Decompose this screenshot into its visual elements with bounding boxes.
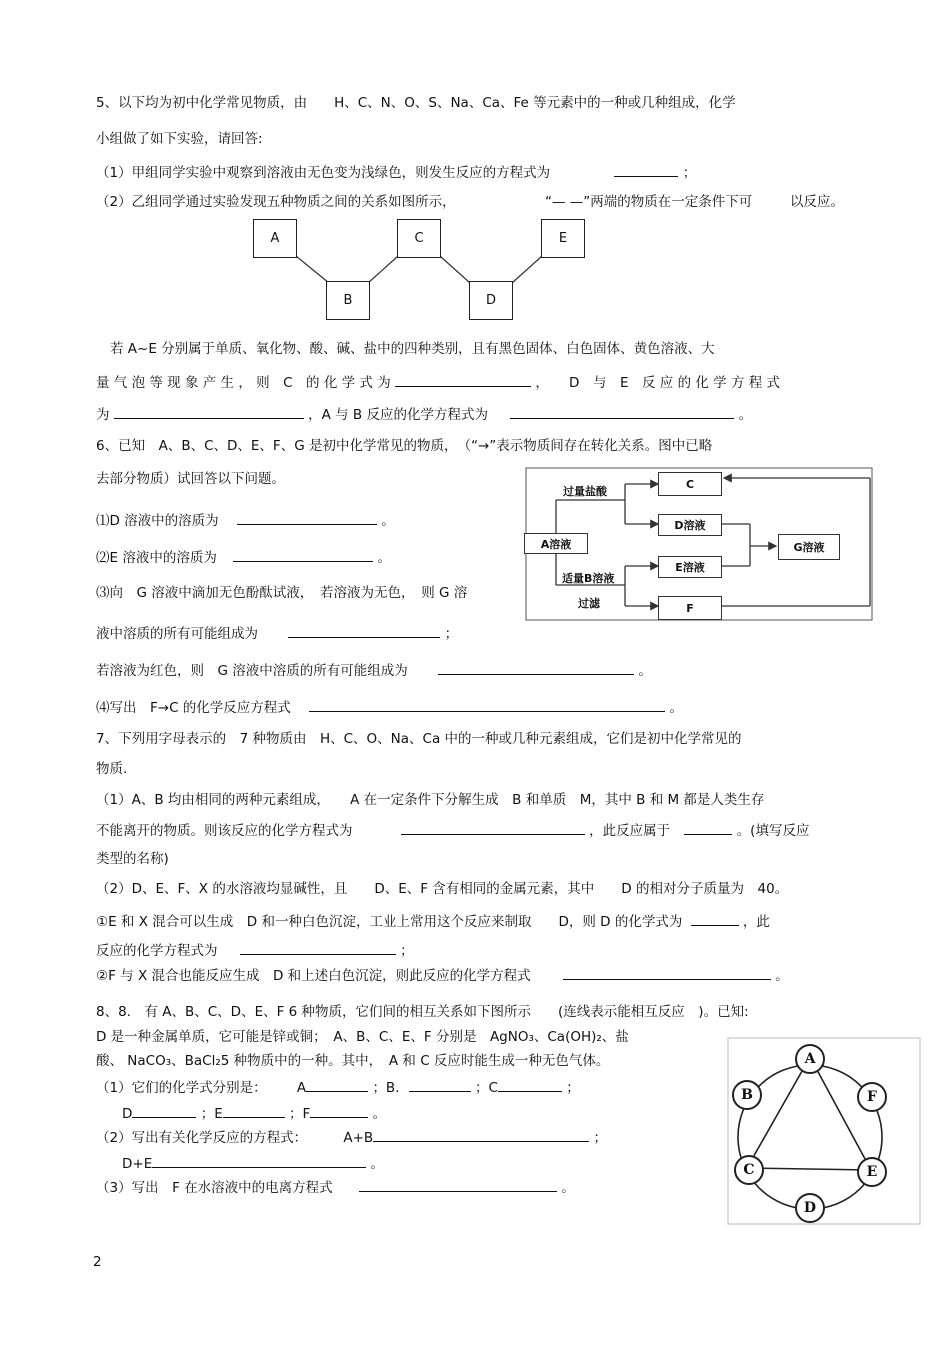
q6-node-c: C — [658, 472, 722, 496]
q8-part2-line2-end: 。 — [370, 1156, 385, 1172]
q8-label-c: ；C — [475, 1080, 498, 1096]
q6-node-d: D溶液 — [658, 514, 722, 536]
q8-line-3: 酸、 NaCO₃、BaCl₂5 种物质中的一种。其中， A 和 C 反应时能生成一种无色气体。 — [96, 1053, 610, 1069]
q8-line-1: 8、8. 有 A、B、C、D、E、F 6 种物质，它们间的相互关系如下图所示 (连线表示能相互反应 )。已知: — [96, 1004, 749, 1020]
q8-ring-node-d: D — [795, 1193, 825, 1223]
q8-label-e: ；E — [200, 1106, 223, 1122]
q6-part1-end: 。 — [381, 513, 395, 529]
q6-label-excess-hcl: 过量盐酸 — [563, 485, 607, 498]
q7-line-4b: ，此反应属于 — [589, 823, 671, 839]
q5-part2-text: （2）乙组同学通过实验发现五种物质之间的关系如图所示， — [96, 194, 456, 210]
q5-line-6b: ， D 与 E 反 应 的 化 学 方 程 式 — [535, 375, 781, 391]
q8-label-d: D — [122, 1106, 133, 1122]
q6-part3: ⑶向 G 溶液中滴加无色酚酞试液， 若溶液为无色， 则 G 溶 — [96, 585, 468, 601]
q8-ring-node-e: E — [857, 1157, 887, 1187]
q6-part3-c-end: 。 — [638, 663, 652, 679]
q7-line-8a: 反应的化学方程式为 — [96, 943, 218, 959]
q7-line-2: 物质. — [96, 761, 128, 777]
q7-line-9b: 。 — [775, 968, 789, 984]
q7-line-7a: ①E 和 X 混合可以生成 D 和一种白色沉淀，工业上常用这个反应来制取 D，则 D 的化学式为 — [96, 914, 683, 930]
q5-node-b: B — [326, 281, 370, 320]
q8-ring-node-a: A — [795, 1044, 825, 1074]
q6-part4-end: 。 — [669, 700, 683, 716]
q8-label-f: ；F — [289, 1106, 311, 1122]
q8-part3-text: （3）写出 F 在水溶液中的电离方程式 — [96, 1180, 333, 1196]
q5-part1-text: （1）甲组同学实验中观察到溶液由无色变为浅绿色，则发生反应的方程式为 — [96, 165, 551, 181]
q5-part2-c: 以反应。 — [790, 194, 844, 210]
page-number: 2 — [93, 1254, 102, 1270]
q5-node-d: D — [469, 281, 513, 320]
q7-line-5: 类型的名称) — [96, 851, 169, 867]
q8-ring-node-f: F — [857, 1082, 887, 1112]
q8-part2-text: （2）写出有关化学反应的方程式： — [96, 1130, 308, 1146]
q7-line-7b: ，此 — [742, 914, 770, 930]
q6-node-f: F — [658, 596, 722, 620]
q5-line-6a: 量 气 泡 等 现 象 产 生 ， 则 C 的 化 学 式 为 — [96, 375, 391, 391]
q8-label-ab: A+B — [343, 1130, 374, 1146]
q8-part2-end: ； — [593, 1130, 607, 1146]
q6-node-g: G溶液 — [778, 534, 840, 560]
q6-line-2: 去部分物质）试回答以下问题。 — [96, 471, 285, 487]
q8-part1-text: （1）它们的化学式分别是： — [96, 1080, 267, 1096]
q5-line-7b: ，A 与 B 反应的化学方程式为 — [308, 407, 488, 423]
q5-line-1: 5、以下均为初中化学常见物质，由 H、C、N、O、S、Na、Ca、Fe 等元素中的一种或几种组成，化学 — [96, 95, 736, 111]
q5-line-5: 若 A~E 分别属于单质、氧化物、酸、碱、盐中的四种类别，且有黑色固体、白色固体、黄色溶液、大 — [110, 341, 715, 357]
q8-label-a: A — [296, 1080, 307, 1096]
q7-line-4a: 不能离开的物质。则该反应的化学方程式为 — [96, 823, 353, 839]
q8-label-de: D+E — [122, 1156, 153, 1172]
q6-label-b-solution: 适量B溶液 — [562, 572, 615, 585]
q8-part1-end: ； — [566, 1080, 580, 1096]
q6-node-a: A溶液 — [524, 533, 588, 554]
q5-part1-end: ； — [682, 165, 697, 181]
q6-line-1: 6、已知 A、B、C、D、E、F、G 是初中化学常见的物质， （“→”表示物质间存在转化关系。图中已略 — [96, 438, 713, 454]
q8-part3-end: 。 — [561, 1180, 575, 1196]
q5-line-7a: 为 — [96, 407, 110, 423]
q5-line-2: 小组做了如下实验，请回答: — [96, 131, 263, 147]
q7-line-9a: ②F 与 X 混合也能反应生成 D 和上述白色沉淀，则此反应的化学方程式 — [96, 968, 531, 984]
q5-line-7c: 。 — [738, 407, 753, 423]
q8-ring-node-c: C — [734, 1155, 764, 1185]
q8-line-2: D 是一种金属单质，它可能是锌或铜； A、B、C、E、F 分别是 AgNO₃、Ca(OH)₂、盐 — [96, 1029, 629, 1045]
q6-part3-b-end: ； — [444, 626, 459, 642]
q7-line-8b: ； — [400, 943, 414, 959]
q7-line-4c: 。(填写反应 — [736, 823, 810, 839]
q8-label-b: ；B． — [372, 1080, 409, 1096]
q8-part1-line2-end: 。 — [372, 1106, 387, 1122]
q7-line-1: 7、下列用字母表示的 7 种物质由 H、C、O、Na、Ca 中的一种或几种元素组成，它们是初中化学常见的 — [96, 731, 742, 747]
q7-line-6: （2）D、E、F、X 的水溶液均显碱性，且 D、E、F 含有相同的金属元素，其中 D 的相对分子质量为 40。 — [96, 881, 789, 897]
q6-node-e: E溶液 — [658, 556, 722, 578]
q6-part1-text: ⑴D 溶液中的溶质为 — [96, 513, 219, 529]
q7-line-3: （1）A、B 均由相同的两种元素组成， A 在一定条件下分解生成 B 和单质 M，其中 B 和 M 都是人类生存 — [96, 792, 765, 808]
q6-part2-text: ⑵E 溶液中的溶质为 — [96, 550, 217, 566]
q5-node-a: A — [253, 219, 297, 258]
q5-part2-b: “— —”两端的物质在一定条件下可 — [545, 194, 753, 210]
q8-ring-node-b: B — [732, 1080, 762, 1110]
q6-part3-c-text: 若溶液为红色，则 G 溶液中溶质的所有可能组成为 — [96, 663, 408, 679]
q6-part3-b-text: 液中溶质的所有可能组成为 — [96, 626, 258, 642]
q6-part2-end: 。 — [377, 550, 391, 566]
q5-node-e: E — [541, 219, 585, 258]
q6-label-filter: 过滤 — [578, 597, 600, 610]
q6-part4-text: ⑷写出 F→C 的化学反应方程式 — [96, 700, 291, 716]
q5-node-c: C — [397, 219, 441, 258]
